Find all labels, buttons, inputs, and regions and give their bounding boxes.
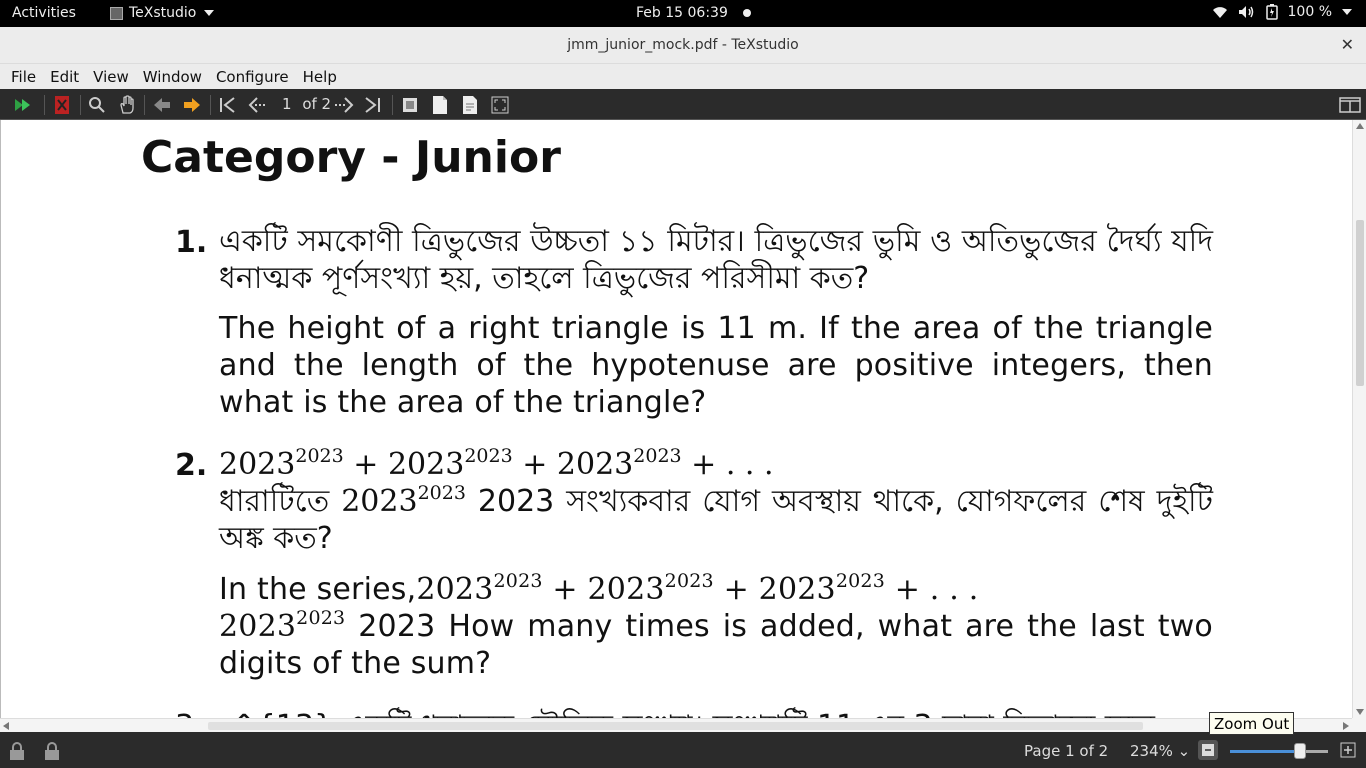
single-page-button[interactable]: [398, 94, 422, 116]
scrollbar-corner: [1352, 718, 1366, 732]
app-menu-label: TeXstudio: [129, 5, 197, 21]
window-title-bar: [0, 27, 1366, 64]
single-page-icon: [401, 96, 419, 114]
compile-arrow-icon: [13, 95, 35, 115]
fullscreen-button[interactable]: [488, 94, 512, 116]
forward-button[interactable]: [180, 94, 204, 116]
menu-bar: [0, 64, 1366, 89]
scroll-up-icon[interactable]: [1356, 123, 1364, 129]
fit-page-button[interactable]: [458, 94, 482, 116]
open-editor-button[interactable]: [50, 94, 74, 116]
series-expression: $2023^{2023} + 2023^{2023} + 2023^{2023}$ + . . .: [219, 445, 774, 482]
texstudio-app-icon: [110, 7, 123, 20]
toolbar-separator: [144, 95, 145, 115]
previous-page-button[interactable]: [246, 94, 270, 116]
question-1-english: The height of a right triangle is 11 m. If the area of the triangle and the length of the hypotenuse are positive integers, then what is the area of the triangle?: [219, 311, 1213, 420]
system-status-area[interactable]: [1212, 4, 1352, 20]
question-2-bengali-block: [219, 446, 1213, 557]
texstudio-icon: [53, 95, 71, 115]
vertical-scrollbar[interactable]: [1352, 120, 1366, 718]
toolbar-separator: [210, 95, 211, 115]
scroll-right-icon[interactable]: [1343, 722, 1349, 730]
toggle-embedded-button[interactable]: [1338, 94, 1362, 116]
question-2-number: 2.: [175, 448, 208, 483]
wifi-icon: [1212, 5, 1228, 19]
page-total-label: of 2: [302, 95, 332, 113]
scroll-down-icon[interactable]: [1356, 709, 1364, 715]
battery-icon: [1266, 4, 1278, 20]
menu-view[interactable]: View: [93, 68, 129, 86]
question-1-bengali: একটি সমকোণী ত্রিভুজের উচ্চতা ১১ মিটার। ত্রিভুজের ভুমি ও অতিভুজের দৈর্ঘ্য যদি ধনাত্মক পূর্ণসংখ্যা হয়, তাহলে ত্রিভুজের পরিসীমা কত?: [219, 224, 1213, 296]
page-fit-icon: [461, 95, 479, 115]
pdf-viewport[interactable]: [0, 120, 1352, 718]
question-2-bengali: ধারাটিতে $2023^{2023}$ 2023 সংখ্যকবার যোগ অবস্থায় থাকে, যোগফলের শেষ দুইটি অঙ্ক কত?: [219, 482, 1213, 556]
zoom-out-button[interactable]: [1198, 740, 1218, 760]
system-top-bar: [0, 0, 1366, 27]
toolbar-separator: [392, 95, 393, 115]
arrow-right-icon: [182, 96, 202, 114]
menu-edit[interactable]: Edit: [50, 68, 80, 86]
lock-icon[interactable]: [8, 741, 26, 761]
zoom-out-icon: [1201, 743, 1215, 757]
compile-button[interactable]: [12, 94, 36, 116]
hand-icon: [118, 95, 136, 115]
pdf-viewer-toolbar: [0, 89, 1366, 120]
menu-help[interactable]: Help: [302, 68, 337, 86]
question-2-english-series: In the $series,2023^{2023} + 2023^{2023} + 2023^{2023}$ + . . .: [219, 570, 979, 607]
next-page-icon: [333, 96, 355, 114]
chevron-down-icon: [204, 10, 214, 16]
vertical-scroll-thumb[interactable]: [1356, 220, 1364, 386]
toolbar-separator: [80, 95, 81, 115]
battery-percent: 100 %: [1287, 4, 1332, 20]
find-button[interactable]: [86, 94, 108, 116]
question-1-number: 1.: [175, 225, 208, 260]
page-status-label: Page 1 of 2: [1024, 742, 1109, 760]
first-page-button[interactable]: [216, 94, 240, 116]
zoom-in-icon[interactable]: [1339, 741, 1357, 759]
window-title: jmm_junior_mock.pdf - TeXstudio: [567, 37, 799, 53]
activities-button[interactable]: Activities: [12, 5, 76, 21]
first-page-icon: [218, 96, 238, 114]
back-button[interactable]: [150, 94, 174, 116]
toolbar-separator: [44, 95, 45, 115]
volume-icon: [1238, 5, 1256, 19]
zoom-level-dropdown[interactable]: 234% ⌄: [1130, 742, 1191, 760]
page-width-icon: [431, 95, 449, 115]
zoom-slider-fill: [1230, 750, 1300, 753]
fullscreen-icon: [491, 96, 509, 114]
pdf-status-bar: [0, 732, 1366, 768]
search-icon: [88, 96, 106, 114]
menu-file[interactable]: File: [11, 68, 37, 86]
notification-dot-icon: [743, 9, 751, 17]
close-window-button[interactable]: ✕: [1340, 35, 1354, 54]
zoom-slider-handle[interactable]: [1294, 743, 1306, 759]
horizontal-scroll-thumb[interactable]: [208, 722, 1143, 730]
next-page-button[interactable]: [332, 94, 356, 116]
previous-page-icon: [247, 96, 269, 114]
document-heading: Category - Junior: [141, 132, 561, 183]
page-indicator[interactable]: [282, 95, 331, 113]
last-page-button[interactable]: [360, 94, 384, 116]
fit-width-button[interactable]: [428, 94, 452, 116]
hand-tool-button[interactable]: [116, 94, 138, 116]
menu-window[interactable]: Window: [142, 68, 202, 86]
zoom-out-tooltip: Zoom Out: [1209, 712, 1294, 735]
horizontal-scrollbar[interactable]: [0, 718, 1352, 732]
question-2-english-block: [219, 571, 1213, 682]
app-menu[interactable]: [110, 5, 214, 21]
page-number-field[interactable]: 1: [282, 95, 292, 113]
question-2-english: $2023^{2023}$ 2023 How many times is added, what are the last two digits of the sum?: [219, 607, 1213, 681]
last-page-icon: [362, 96, 382, 114]
scroll-left-icon[interactable]: [3, 722, 9, 730]
arrow-left-icon: [152, 96, 172, 114]
split-view-icon: [1339, 97, 1361, 113]
clock[interactable]: Feb 15 06:39: [636, 5, 728, 21]
menu-configure[interactable]: Configure: [215, 68, 289, 86]
chevron-down-icon: [1342, 9, 1352, 15]
lock-icon[interactable]: [43, 741, 61, 761]
